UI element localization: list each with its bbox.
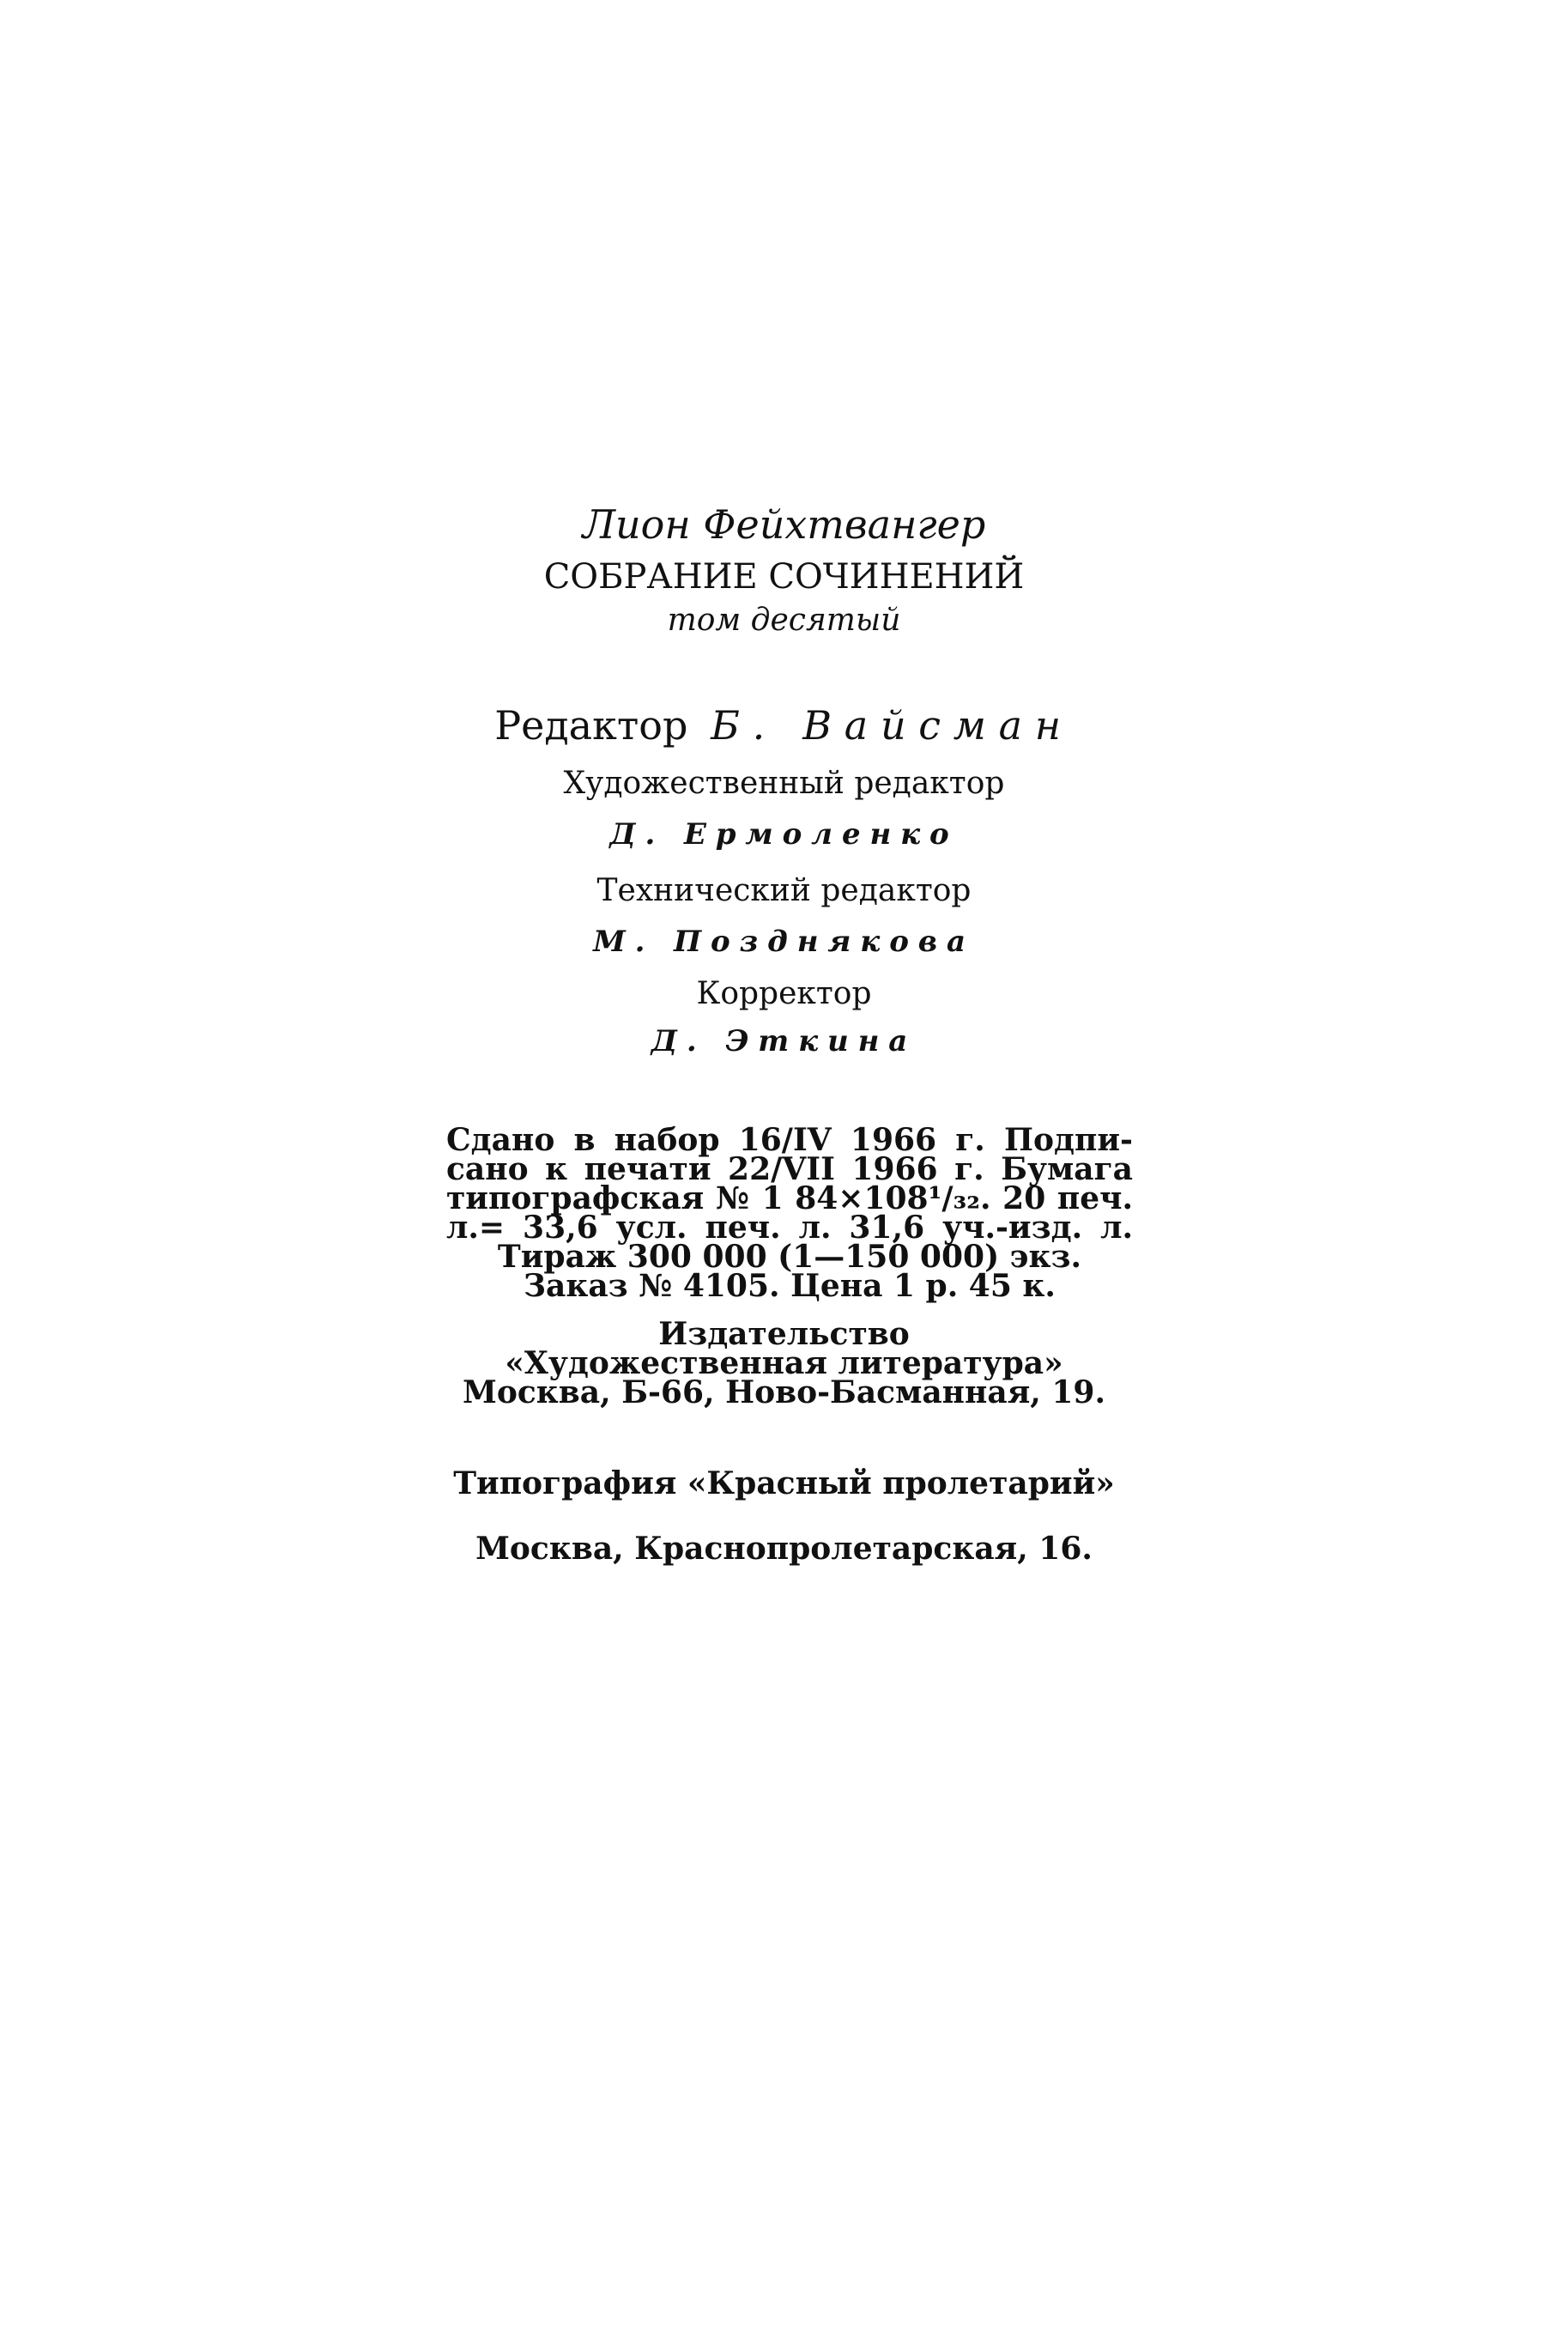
editor-role: Редактор bbox=[494, 702, 688, 749]
imprint-line: Сдано в набор 16/IV 1966 г. Подпи- bbox=[446, 1122, 1133, 1158]
proofreader-role: Корректор bbox=[696, 976, 872, 1011]
tech-editor-name: М. Позднякова bbox=[593, 925, 975, 959]
series-title: СОБРАНИЕ СОЧИНЕНИЙ bbox=[543, 557, 1025, 597]
editor-name: Б. Вайсман bbox=[711, 702, 1074, 749]
editor-line bbox=[0, 702, 1568, 749]
tech-editor-role: Технический редактор bbox=[596, 873, 972, 908]
publisher-label: Издательство bbox=[658, 1316, 910, 1352]
imprint-line: типографская № 1 84×108¹/₃₂. 20 печ. bbox=[446, 1180, 1133, 1216]
art-editor-name: Д. Ермоленко bbox=[609, 817, 959, 852]
author-name: Лион Фейхтвангер bbox=[582, 501, 986, 548]
imprint-line: сано к печати 22/VII 1966 г. Бумага bbox=[446, 1151, 1133, 1187]
imprint-line: л.= 33,6 усл. печ. л. 31,6 уч.-изд. л. bbox=[446, 1210, 1133, 1246]
volume-label: том десятый bbox=[667, 603, 901, 638]
publisher-address: Москва, Б-66, Ново-Басманная, 19. bbox=[463, 1374, 1105, 1410]
proofreader-name: Д. Эткина bbox=[651, 1024, 917, 1058]
imprint-block bbox=[446, 1122, 1133, 1304]
printer-address: Москва, Краснопролетарская, 16. bbox=[475, 1531, 1093, 1567]
imprint-line: Тираж 300 000 (1—150 000) экз. bbox=[497, 1239, 1082, 1275]
publisher-name: «Художественная литература» bbox=[505, 1345, 1063, 1381]
imprint-line: Заказ № 4105. Цена 1 р. 45 к. bbox=[524, 1268, 1056, 1304]
art-editor-role: Художественный редактор bbox=[563, 766, 1005, 801]
printer-name: Типография «Красный пролетарий» bbox=[453, 1465, 1115, 1501]
